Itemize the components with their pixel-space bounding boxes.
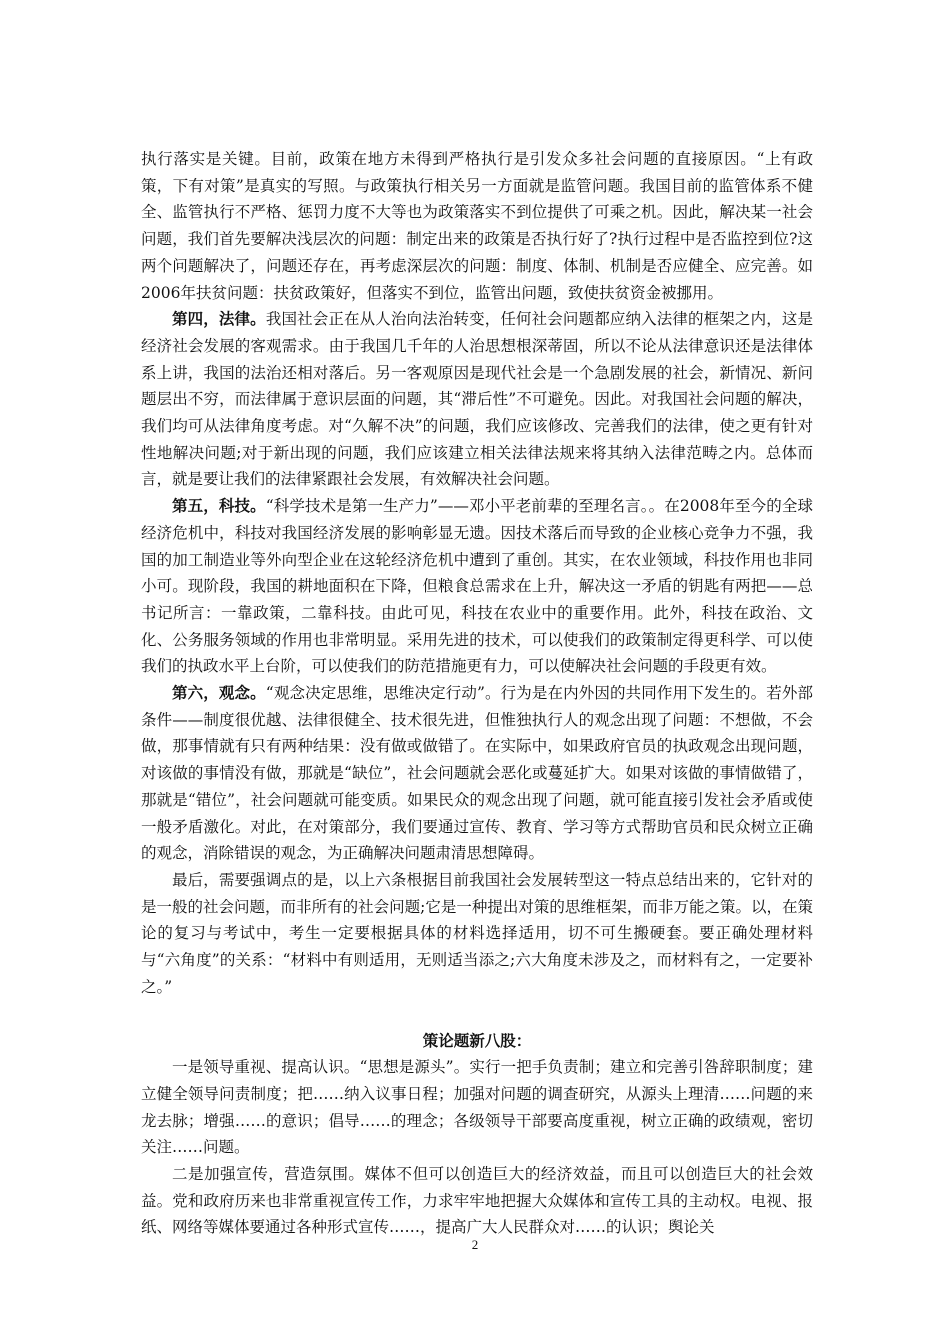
- paragraph-technology: [141, 493, 813, 680]
- paragraph-concept-text: “观念决定思维，思维决定行动”。行为是在内外因的共同作用下发生的。若外部条件——制度很优越、法律很健全、技术很先进，但惟独执行人的观念出现了问题：不想做，不会做，那事情就有只有两种结果：没有做或做错了。在实际中，如果政府官员的执政观念出现问题，对该做的事情没有做，那就是“缺位”，社会问题就会恶化或蔓延扩大。如果对该做的事情做错了，那就是“错位”，社会问题就可能变质。如果民众的观念出现了问题，就可能直接引发社会矛盾或使一般矛盾激化。对此，在对策部分，我们要通过宣传、教育、学习等方式帮助官员和民众树立正确的观念，消除错误的观念，为正确解决问题肃清思想障碍。: [141, 684, 813, 863]
- paragraph-leadership: 一是领导重视、提高认识。“思想是源头”。实行一把手负责制；建立和完善引咎辞职制度；建立健全领导问责制度；把……纳入议事日程；加强对问题的调查研究，从源头上理清……问题的来龙去脉；增强……的意识；倡导……的理念；各级领导干部要高度重视，树立正确的政绩观，密切关注……问题。: [141, 1058, 813, 1157]
- document-body: [141, 146, 813, 1241]
- paragraph-policy-execution: 执行落实是关键。目前，政策在地方未得到严格执行是引发众多社会问题的直接原因。“上有政策，下有对策”是真实的写照。与政策执行相关另一方面就是监管问题。我国目前的监管体系不健全、监管执行不严格、惩罚力度不大等也为政策落实不到位提供了可乘之机。因此，解决某一社会问题，我们首先要解决浅层次的问题：制定出来的政策是否执行好了?执行过程中是否监控到位?这两个问题解决了，问题还存在，再考虑深层次的问题：制度、体制、机制是否应健全、应完善。如2006年扶贫问题：扶贫政策好，但落实不到位，监管出问题，致使扶贫资金被挪用。: [141, 150, 813, 302]
- paragraph-conclusion: 最后，需要强调点的是，以上六条根据目前我国社会发展转型这一特点总结出来的，它针对的是一般的社会问题，而非所有的社会问题;它是一种提出对策的思维框架，而非万能之策。以，在策论的复习与考试中，考生一定要根据具体的材料选择适用，切不可生搬硬套。要正确处理材料与“六角度”的关系：“材料中有则适用，无则适当添之;六大角度未涉及之，而材料有之，一定要补之。”: [141, 870, 813, 996]
- paragraph-law: [141, 306, 813, 493]
- page-number: 2: [471, 1237, 479, 1252]
- paragraph-law-lead: 第四，法律。: [172, 309, 266, 329]
- paragraph-technology-lead: 第五，科技。: [172, 496, 266, 516]
- paragraph-concept: [141, 680, 813, 867]
- paragraph-publicity: 二是加强宣传，营造氛围。媒体不但可以创造巨大的经济效益，而且可以创造巨大的社会效益。党和政府历来也非常重视宣传工作，力求牢牢地把握大众媒体和宣传工具的主动权。电视、报纸、网络等媒体要通过各种形式宣传……，提高广大人民群众对……的认识；舆论关: [141, 1165, 813, 1237]
- paragraph-law-text: 我国社会正在从人治向法治转变，任何社会问题都应纳入法律的框架之内，这是经济社会发展的客观需求。由于我国几千年的人治思想根深蒂固，所以不论从法律意识还是法律体系上讲，我国的法治还相对落后。另一客观原因是现代社会是一个急剧发展的社会，新情况、新问题层出不穷，而法律属于意识层面的问题，其“滞后性”不可避免。因此。对我国社会问题的解决，我们均可从法律角度考虑。对“久解不决”的问题，我们应该修改、完善我们的法律，使之更有针对性地解决问题;对于新出现的问题，我们应该建立相关法律法规来将其纳入法律范畴之内。总体而言，就是要让我们的法律紧跟社会发展，有效解决社会问题。: [141, 310, 813, 489]
- section-heading: 策论题新八股：: [422, 1030, 532, 1050]
- paragraph-concept-lead: 第六，观念。: [172, 683, 266, 703]
- paragraph-technology-text: “科学技术是第一生产力”——邓小平老前辈的至理名言。。在2008年至今的全球经济危机中，科技对我国经济发展的影响彰显无遗。因技术落后而导致的企业核心竞争力不强，我国的加工制造业等外向型企业在这轮经济危机中遭到了重创。其实，在农业领域，科技作用也非同小可。现阶段，我国的耕地面积在下降，但粮食总需求在上升，解决这一矛盾的钥匙有两把——总书记所言：一靠政策，二靠科技。由此可见，科技在农业中的重要作用。此外，科技在政治、文化、公务服务领域的作用也非常明显。采用先进的技术，可以使我们的政策制定得更科学、可以使我们的执政水平上台阶，可以使我们的防范措施更有力，可以使解决社会问题的手段更有效。: [141, 497, 813, 676]
